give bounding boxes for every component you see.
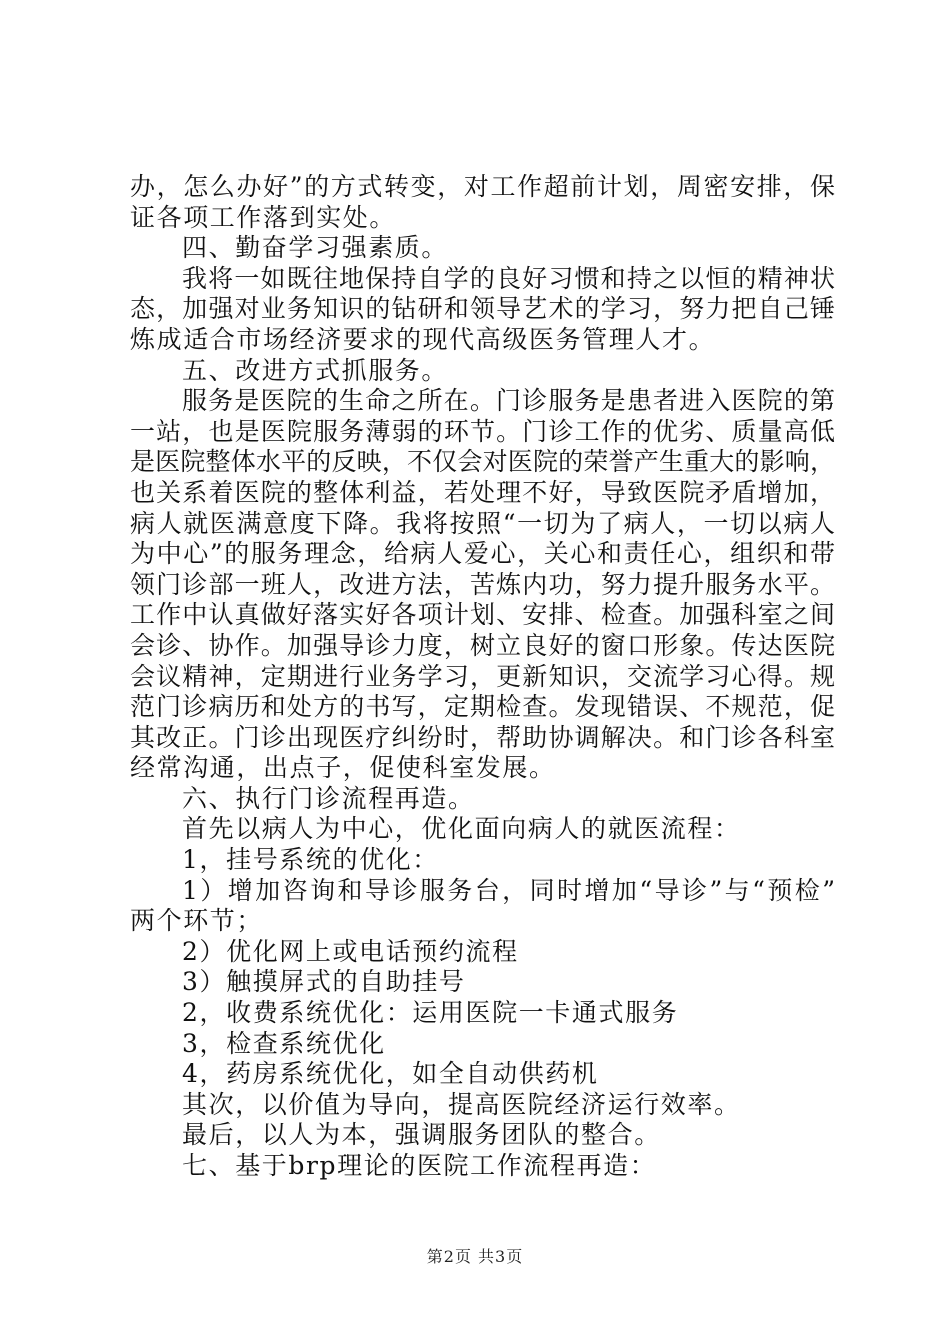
text-line: 我将一如既往地保持自学的良好习惯和持之以恒的精神状 <box>182 263 835 293</box>
section-heading: 五、改进方式抓服务。 <box>182 355 449 385</box>
text-line: 炼成适合市场经济要求的现代高级医务管理人才。 <box>130 324 716 354</box>
text-line: 最后，以人为本，强调服务团队的整合。 <box>182 1120 661 1150</box>
text-line: 其改正。门诊出现医疗纠纷时，帮助协调解决。和门诊各科室 <box>130 722 835 752</box>
section-heading: 七、基于brp理论的医院工作流程再造： <box>182 1151 657 1180</box>
text-line: 也关系着医院的整体利益，若处理不好，导致医院矛盾增加， <box>130 477 835 507</box>
text-line: 办，怎么办好”的方式转变，对工作超前计划，周密安排，保 <box>130 172 835 201</box>
text-line: 经常沟通，出点子，促使科室发展。 <box>130 753 556 783</box>
text-line: 领门诊部一班人，改进方法，苦炼内功，努力提升服务水平。 <box>130 569 835 599</box>
text-line: 会诊、协作。加强导诊力度，树立良好的窗口形象。传达医院 <box>130 630 835 660</box>
text-line: 首先以病人为中心，优化面向病人的就医流程： <box>182 814 741 844</box>
text-line: 是医院整体水平的反映，不仅会对医院的荣誉产生重大的影响， <box>130 447 835 477</box>
list-item: 2）优化网上或电话预约流程 <box>182 936 519 966</box>
text-line: 其次，以价值为导向，提高医院经济运行效率。 <box>182 1089 741 1119</box>
text-line: 工作中认真做好落实好各项计划、安排、检查。加强科室之间 <box>130 600 835 630</box>
text-line: 为中心”的服务理念，给病人爱心，关心和责任心，组织和带 <box>130 539 835 569</box>
page-number-footer: 第2页 共3页 <box>426 1247 524 1266</box>
text-line: 证各项工作落到实处。 <box>130 202 397 232</box>
text-line: 会议精神，定期进行业务学习，更新知识，交流学习心得。规 <box>130 661 835 691</box>
text-line: 服务是医院的生命之所在。门诊服务是患者进入医院的第 <box>182 386 835 416</box>
list-item: 3，检查系统优化 <box>182 1028 386 1058</box>
document-body <box>130 172 835 1182</box>
list-item: 2，收费系统优化：运用医院一卡通式服务 <box>182 998 679 1028</box>
text-line: 范门诊病历和处方的书写，定期检查。发现错误、不规范，促 <box>130 692 835 722</box>
list-item: 3）触摸屏式的自助挂号 <box>182 967 466 997</box>
text-line: 病人就医满意度下降。我将按照“一切为了病人，一切以病人 <box>130 508 835 538</box>
list-item: 4，药房系统优化，如全自动供药机 <box>182 1059 599 1089</box>
text-line: 两个环节； <box>130 906 264 936</box>
text-line: 态，加强对业务知识的钻研和领导艺术的学习，努力把自己锤 <box>130 294 835 324</box>
text-line: 一站，也是医院服务薄弱的环节。门诊工作的优劣、质量高低 <box>130 416 835 446</box>
section-heading: 六、执行门诊流程再造。 <box>182 783 475 813</box>
list-item: 1，挂号系统的优化： <box>182 845 439 875</box>
section-heading: 四、勤奋学习强素质。 <box>182 233 449 263</box>
list-item: 1）增加咨询和导诊服务台，同时增加“导诊”与“预检” <box>182 875 835 905</box>
